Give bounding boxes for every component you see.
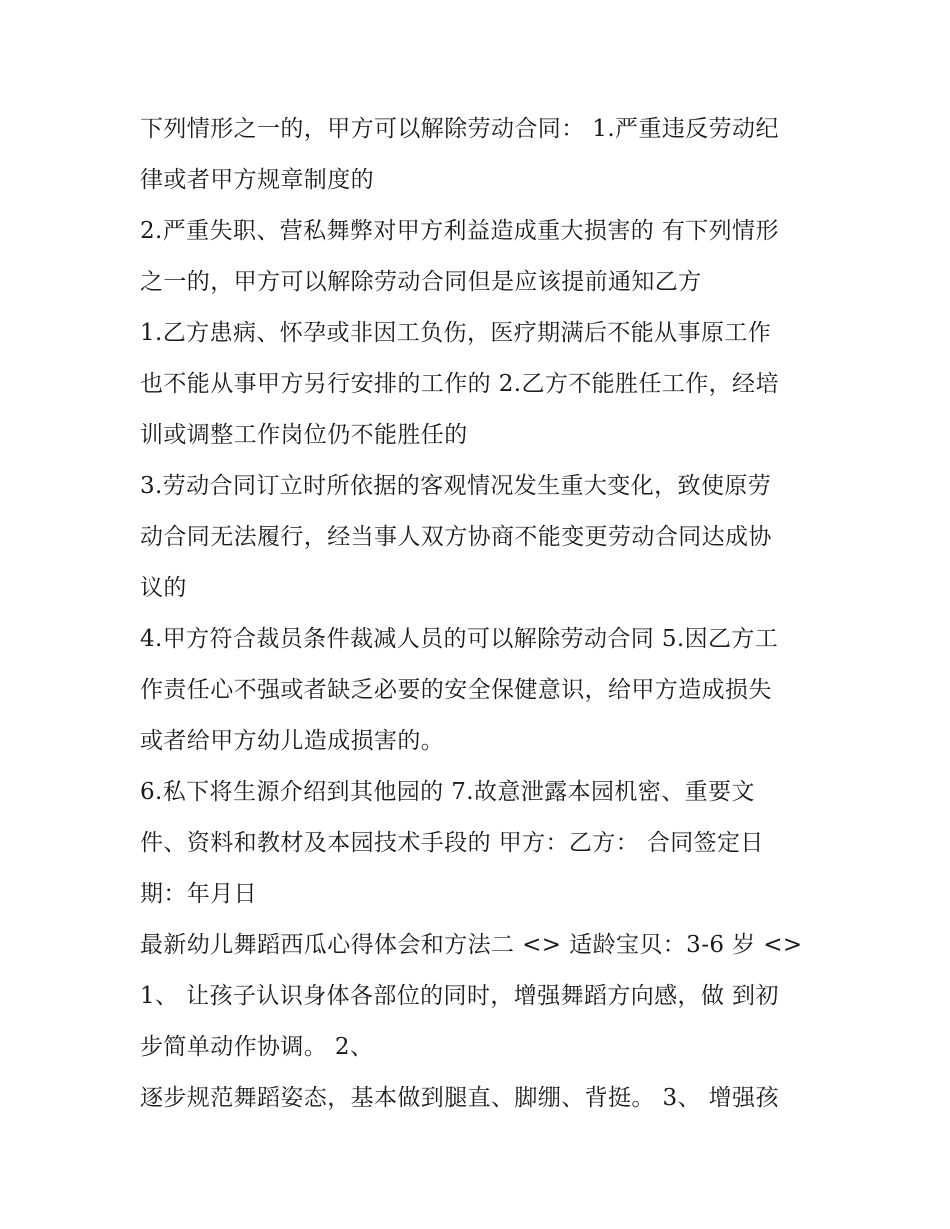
- text-line: 下列情形之一的，甲方可以解除劳动合同： 1.严重违反劳动纪: [140, 116, 779, 142]
- text-line: 2.严重失职、营私舞弊对甲方利益造成重大损害的 有下列情形: [140, 218, 779, 244]
- document-body: [140, 104, 820, 1124]
- text-line: 件、资料和教材及本园技术手段的 甲方：乙方： 合同签定日: [140, 830, 764, 856]
- text-line: 或者给甲方幼儿造成损害的。: [140, 728, 445, 754]
- text-line: 步简单动作协调。 2、: [140, 1034, 374, 1060]
- text-line: 最新幼儿舞蹈西瓜心得体会和方法二 <> 适龄宝贝：3-6 岁 <>: [140, 932, 803, 958]
- text-line: 也不能从事甲方另行安排的工作的 2.乙方不能胜任工作，经培: [140, 371, 779, 397]
- text-line: 1.乙方患病、怀孕或非因工负伤，医疗期满后不能从事原工作: [140, 320, 772, 346]
- text-line: 1、 让孩子认识身体各部位的同时，增强舞蹈方向感，做 到初: [140, 983, 779, 1009]
- text-line: 逐步规范舞蹈姿态，基本做到腿直、脚绷、背挺。 3、 增强孩: [140, 1085, 779, 1111]
- text-line: 6.私下将生源介绍到其他园的 7.故意泄露本园机密、重要文: [140, 779, 755, 805]
- text-line: 律或者甲方规章制度的: [140, 167, 374, 193]
- text-line: 动合同无法履行，经当事人双方协商不能变更劳动合同达成协: [140, 524, 772, 550]
- text-line: 之一的，甲方可以解除劳动合同但是应该提前通知乙方: [140, 269, 702, 295]
- text-line: 作责任心不强或者缺乏必要的安全保健意识，给甲方造成损失: [140, 677, 772, 703]
- text-line: 期：年月日: [140, 881, 257, 907]
- text-line: 议的: [140, 575, 187, 601]
- text-line: 3.劳动合同订立时所依据的客观情况发生重大变化，致使原劳: [140, 473, 772, 499]
- text-line: 4.甲方符合裁员条件裁减人员的可以解除劳动合同 5.因乙方工: [140, 626, 779, 652]
- text-line: 训或调整工作岗位仍不能胜任的: [140, 422, 468, 448]
